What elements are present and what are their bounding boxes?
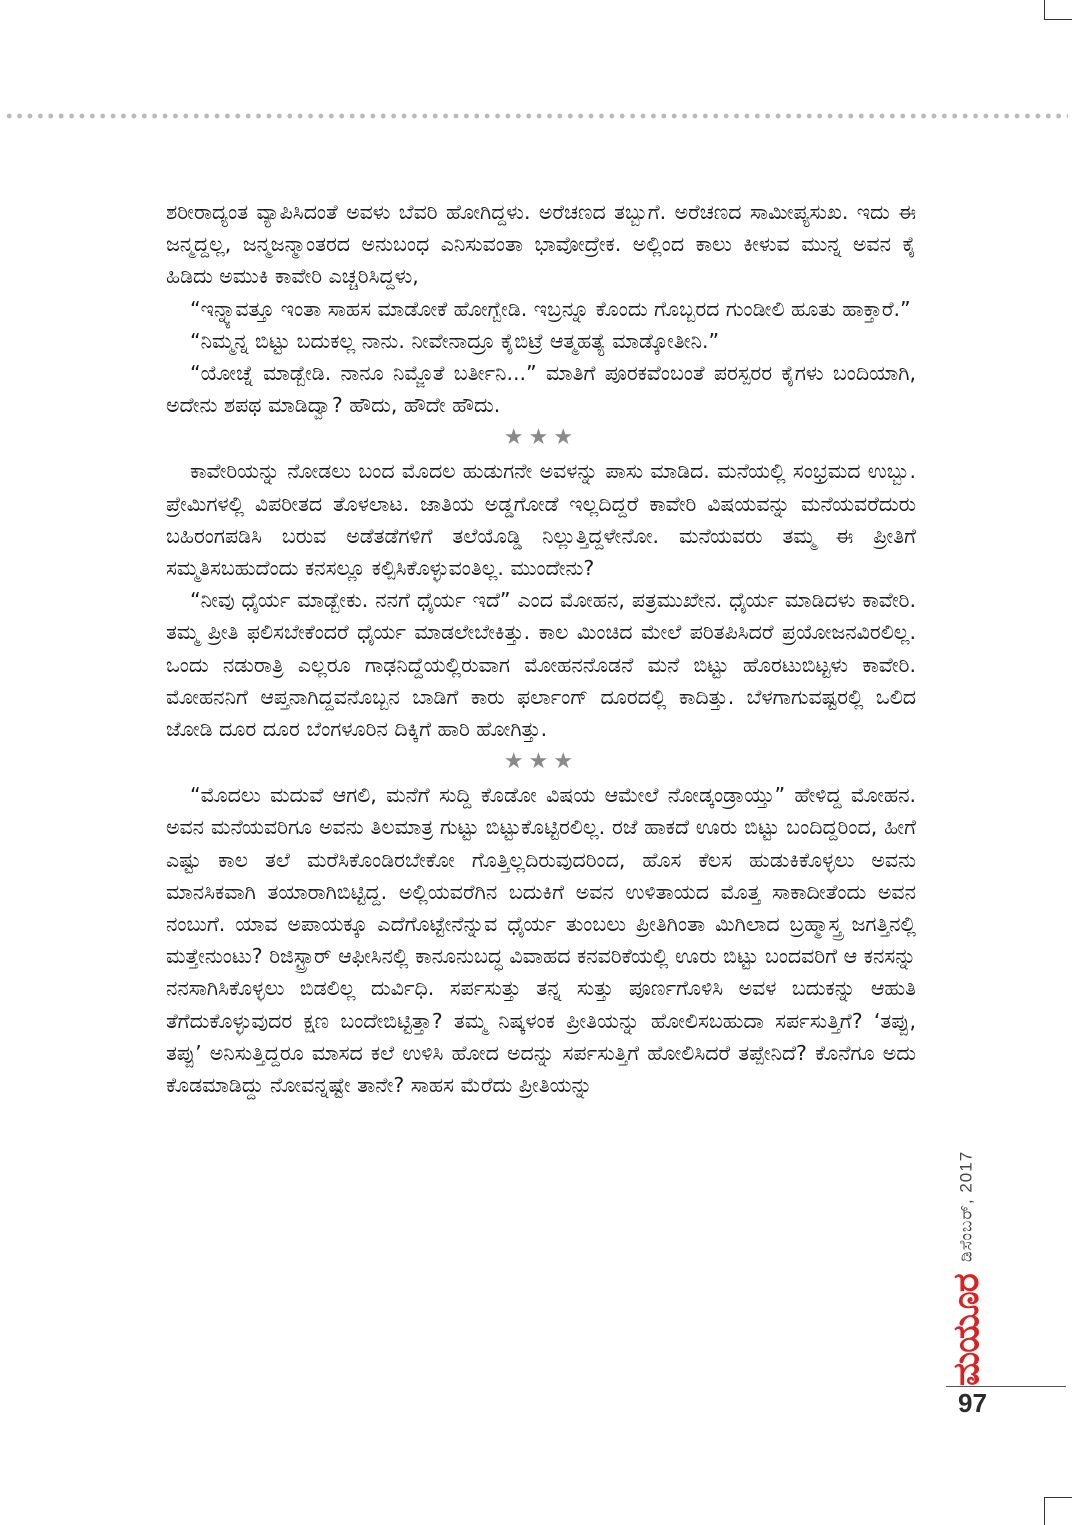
paragraph: “ನೀವು ಧೈರ್ಯ ಮಾಡ್ಬೇಕು. ನನಗೆ ಧೈರ್ಯ ಇದೆ” ಎಂದ ಮೋಹನ, ಪತ್ರಮುಖೇನ. ಧೈರ್ಯ ಮಾಡಿದಳು ಕಾವೇರಿ. ತಮ್ಮ ಪ್ರೀತಿ ಫಲಿಸಬೇಕೆಂದರೆ ಧೈರ್ಯ ಮಾಡಲೇಬೇಕಿತ್ತು. ಕಾಲ ಮಿಂಚಿದ ಮೇಲೆ ಪರಿತಪಿಸಿದರೆ ಪ್ರಯೋಜನವಿರಲಿಲ್ಲ. ಒಂದು ನಡುರಾತ್ರಿ ಎಲ್ಲರೂ ಗಾಢನಿದ್ದೆಯಲ್ಲಿರುವಾಗ ಮೋಹನನೊಡನೆ ಮನೆ ಬಿಟ್ಟು ಹೊರಟುಬಿಟ್ಟಳು ಕಾವೇರಿ. ಮೋಹನನಿಗೆ ಆಪ್ತನಾಗಿದ್ದವನೊಬ್ಬನ ಬಾಡಿಗೆ ಕಾರು ಫರ್ಲಾಂಗ್ ದೂರದಲ್ಲಿ ಕಾದಿತ್ತು. ಬೆಳಗಾಗುವಷ್ಟರಲ್ಲಿ ಒಲಿದ ಜೋಡಿ ದೂರ ದೂರ ಬೆಂಗಳೂರಿನ ದಿಕ್ಕಿಗೆ ಹಾರಿ ಹೋಗಿತ್ತು. bbox=[166, 588, 916, 742]
article-body bbox=[166, 196, 916, 1101]
section-separator: ★★★ bbox=[503, 425, 579, 451]
paragraph: “ಇನ್ನ್ಯಾವತ್ತೂ ಇಂತಾ ಸಾಹಸ ಮಾಡೋಕೆ ಹೋಗ್ಬೇಡಿ. ಇಬ್ರನ್ನೂ ಕೊಂದು ಗೊಬ್ಬರದ ಗುಂಡೀಲಿ ಹೂತು ಹಾಕ್ತಾರೆ.” bbox=[190, 296, 911, 321]
page-sidebar bbox=[946, 1080, 990, 1386]
paragraph: “ಮೊದಲು ಮದುವೆ ಆಗಲಿ, ಮನೆಗೆ ಸುದ್ದಿ ಕೊಡೋ ವಿಷಯ ಆಮೇಲೆ ನೋಡ್ಕಂಡ್ರಾಯ್ತು” ಹೇಳಿದ್ದ ಮೋಹನ. ಅವನ ಮನೆಯವರಿಗೂ ಅವನು ತಿಲಮಾತ್ರ ಗುಟ್ಟು ಬಿಟ್ಟುಕೊಟ್ಟಿರಲಿಲ್ಲ. ರಜೆ ಹಾಕದೆ ಊರು ಬಿಟ್ಟು ಬಂದಿದ್ದರಿಂದ, ಹೀಗೆ ಎಷ್ಟು ಕಾಲ ತಲೆ ಮರೆಸಿಕೊಂಡಿರಬೇಕೋ ಗೊತ್ತಿಲ್ಲದಿರುವುದರಿಂದ, ಹೊಸ ಕೆಲಸ ಹುಡುಕಿಕೊಳ್ಳಲು ಅವನು ಮಾನಸಿಕವಾಗಿ ತಯಾರಾಗಿಬಿಟ್ಟಿದ್ದ. ಅಲ್ಲಿಯವರೆಗಿನ ಬದುಕಿಗೆ ಅವನ ಉಳಿತಾಯದ ಮೊತ್ತ ಸಾಕಾದೀತೆಂದು ಅವನ ನಂಬುಗೆ. ಯಾವ ಅಪಾಯಕ್ಕೂ ಎದೆಗೊಟ್ಟೇನೆನ್ನುವ ಧೈರ್ಯ ತುಂಬಲು ಪ್ರೀತಿಗಿಂತಾ ಮಿಗಿಲಾದ ಬ್ರಹ್ಮಾಸ್ತ್ರ ಜಗತ್ತಿನಲ್ಲಿ ಮತ್ತೇನುಂಟು? ರಿಜಿಸ್ಟ್ರಾರ್ ಆಫೀಸಿನಲ್ಲಿ ಕಾನೂನುಬದ್ಧ ವಿವಾಹದ ಕನವರಿಕೆಯಲ್ಲಿ ಊರು ಬಿಟ್ಟು ಬಂದವರಿಗೆ ಆ ಕನಸನ್ನು ನನಸಾಗಿಸಿಕೊಳ್ಳಲು ಬಿಡಲಿಲ್ಲ ದುರ್ವಿಧಿ. ಸರ್ಪಸುತ್ತು ತನ್ನ ಸುತ್ತು ಪೂರ್ಣಗೊಳಿಸಿ ಅವಳ ಬದುಕನ್ನು ಆಹುತಿ ತೆಗೆದುಕೊಳ್ಳುವುದರ ಕ್ಷಣ ಬಂದೇಬಿಟ್ಟಿತ್ತಾ? ತಮ್ಮ ನಿಷ್ಕಳಂಕ ಪ್ರೀತಿಯನ್ನು ಹೋಲಿಸಬಹುದಾ ಸರ್ಪಸುತ್ತಿಗೆ? ‘ತಪ್ಪು, ತಪ್ಪು’ ಅನಿಸುತ್ತಿದ್ದರೂ ಮಾಸದ ಕಲೆ ಉಳಿಸಿ ಹೋದ ಅದನ್ನು ಸರ್ಪಸುತ್ತಿಗೆ ಹೋಲಿಸಿದರೆ ತಪ್ಪೇನಿದೆ? ಕೊನೆಗೂ ಅದು ಕೊಡಮಾಡಿದ್ದು ನೋವನ್ನಷ್ಟೇ ತಾನೇ? ಸಾಹಸ ಮೆರೆದು ಪ್ರೀತಿಯನ್ನು bbox=[166, 783, 916, 1098]
paragraph: ಕಾವೇರಿಯನ್ನು ನೋಡಲು ಬಂದ ಮೊದಲ ಹುಡುಗನೇ ಅವಳನ್ನು ಪಾಸು ಮಾಡಿದ. ಮನೆಯಲ್ಲಿ ಸಂಭ್ರಮದ ಉಬ್ಬು. ಪ್ರೇಮಿಗಳಲ್ಲಿ ವಿಪರೀತದ ತೊಳಲಾಟ. ಜಾತಿಯ ಅಡ್ಡಗೋಡೆ ಇಲ್ಲದಿದ್ದರೆ ಕಾವೇರಿ ವಿಷಯವನ್ನು ಮನೆಯವರೆದುರು ಬಹಿರಂಗಪಡಿಸಿ ಬರುವ ಅಡೆತಡೆಗಳಿಗೆ ತಲೆಯೊಡ್ಡಿ ನಿಲ್ಲುತ್ತಿದ್ದಳೇನೋ. ಮನೆಯವರು ತಮ್ಮ ಈ ಪ್ರೀತಿಗೆ ಸಮ್ಮತಿಸಬಹುದೆಂದು ಕನಸಲ್ಲೂ ಕಲ್ಪಿಸಿಕೊಳ್ಳುವಂತಿಲ್ಲ. ಮುಂದೇನು? bbox=[166, 459, 916, 581]
page-number-rule bbox=[946, 1386, 1066, 1387]
magazine-logo: ಮಯೂರ bbox=[946, 1274, 987, 1386]
section-separator: ★★★ bbox=[503, 749, 579, 775]
paragraph: ಶರೀರಾದ್ಯಂತ ವ್ಯಾಪಿಸಿದಂತೆ ಅವಳು ಬೆವರಿ ಹೋಗಿದ್ದಳು. ಅರೆಚಣದ ತಬ್ಬುಗೆ. ಅರೆಚಣದ ಸಾಮೀಪ್ಯಸುಖ. ಇದು ಈ ಜನ್ಮದ್ದಲ್ಲ, ಜನ್ಮಜನ್ಮಾಂತರದ ಅನುಬಂಧ ಎನಿಸುವಂತಾ ಭಾವೋದ್ರೇಕ. ಅಲ್ಲಿಂದ ಕಾಲು ಕೀಳುವ ಮುನ್ನ ಅವನ ಕೈ ಹಿಡಿದು ಅಮುಕಿ ಕಾವೇರಿ ಎಚ್ಚರಿಸಿದ್ದಳು, bbox=[166, 200, 916, 289]
issue-date: ಡಿಸೆಂಬರ್, 2017 bbox=[956, 1150, 976, 1263]
sidebar-vertical-text bbox=[946, 1151, 987, 1386]
paragraph: “ನಿಮ್ಮನ್ನ ಬಿಟ್ಟು ಬದುಕಲ್ಲ ನಾನು. ನೀವೇನಾದ್ರೂ ಕೈಬಿಟ್ರೆ ಆತ್ಮಹತ್ಯೆ ಮಾಡ್ಕೋತೀನಿ.” bbox=[190, 328, 720, 353]
crop-mark-bottom bbox=[1044, 1497, 1072, 1525]
page-number: 97 bbox=[958, 1388, 987, 1418]
paragraph: “ಯೋಚ್ನೆ ಮಾಡ್ಬೇಡಿ. ನಾನೂ ನಿಮ್ಜೊತೆ ಬರ್ತೀನಿ...” ಮಾತಿಗೆ ಪೂರಕವೆಂಬಂತೆ ಪರಸ್ಪರರ ಕೈಗಳು ಬಂದಿಯಾಗಿ, ಅದೇನು ಶಪಥ ಮಾಡಿದ್ವಾ? ಹೌದು, ಹೌದೇ ಹೌದು. bbox=[166, 361, 916, 418]
dotted-header-rule bbox=[4, 112, 1068, 120]
crop-mark-top bbox=[1044, 0, 1072, 20]
